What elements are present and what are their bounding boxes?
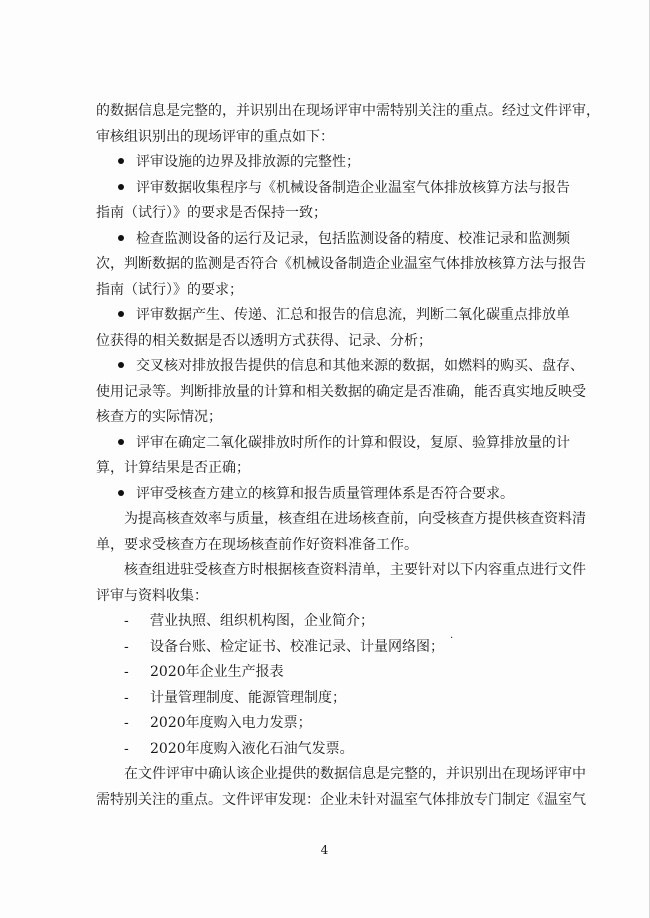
bullet-text: 检查监测设备的运行及记录，包括监测设备的精度、校准记录和监测频 xyxy=(136,230,570,247)
bullet-item xyxy=(96,176,570,202)
paragraph-line: 核查组进驻受核查方时根据核查资料清单，主要针对以下内容重点进行文件 xyxy=(124,562,586,578)
text-line: 审核组识别出的现场评审的重点如下： xyxy=(96,128,334,145)
paragraph-line: 在文件评审中确认该企业提供的数据信息是完整的，并识别出在现场评审中 xyxy=(124,766,586,782)
dash-text: 2020年企业生产报表 xyxy=(150,664,284,680)
dash-item xyxy=(96,635,558,661)
dash-text: 营业执照、组织机构图，企业简介； xyxy=(150,613,374,629)
bullet-item xyxy=(96,303,570,329)
text-line: 需特别关注的重点。文件评审发现：企业未针对温室气体排放专门制定《温室气 xyxy=(96,791,586,808)
bullet-text: 评审设施的边界及排放源的完整性； xyxy=(136,154,360,170)
bullet-item xyxy=(96,227,570,253)
text-line: 评审与资料收集： xyxy=(96,587,208,604)
bullet-item xyxy=(96,431,570,457)
bullet-icon xyxy=(118,311,124,317)
dash-text: 2020年度购入液化石油气发票。 xyxy=(150,740,354,757)
bullet-icon xyxy=(118,362,124,368)
text-line: 使用记录等。判断排放量的计算和相关数据的确定是否准确，能否真实地反映受 xyxy=(96,383,586,400)
bullet-text: 评审在确定二氧化碳排放时所作的计算和假设，复原、验算排放量的计 xyxy=(136,434,570,451)
dash-marker: - xyxy=(124,638,129,655)
bullet-text: 评审受核查方建立的核算和报告质量管理体系是否符合要求。 xyxy=(136,485,514,502)
document-body xyxy=(96,99,600,813)
dash-marker: - xyxy=(124,740,129,757)
dash-marker: - xyxy=(124,689,129,706)
dash-text: 计量管理制度、能源管理制度； xyxy=(150,689,346,706)
bullet-text: 评审数据产生、传递、汇总和报告的信息流，判断二氧化碳重点排放单 xyxy=(136,307,570,323)
dash-item xyxy=(96,660,558,686)
dash-marker: - xyxy=(124,664,129,680)
paragraph-line: 为提高核查效率与质量，核查组在进场核查前，向受核查方提供核查资料清 xyxy=(124,511,586,527)
text-line: 指南（试行）》的要求是否保持一致； xyxy=(96,205,327,221)
text-line: 核查方的实际情况； xyxy=(96,409,222,425)
stray-mark: . xyxy=(450,630,454,641)
bullet-item xyxy=(96,150,558,176)
bullet-icon xyxy=(118,439,124,445)
bullet-text: 评审数据收集程序与《机械设备制造企业温室气体排放核算方法与报告 xyxy=(136,179,570,196)
dash-text: 设备台账、检定证书、校准记录、计量网络图； xyxy=(150,638,444,655)
text-line: 算，计算结果是否正确； xyxy=(96,460,250,476)
bullet-item xyxy=(96,354,584,380)
bullet-icon xyxy=(118,490,124,496)
dash-item xyxy=(96,711,558,737)
dash-item xyxy=(96,609,558,635)
dash-item xyxy=(96,686,558,712)
bullet-item xyxy=(96,482,558,508)
dash-item xyxy=(96,737,558,763)
dash-marker: - xyxy=(124,715,129,731)
page-number: 4 xyxy=(320,843,329,857)
bullet-text: 交叉核对排放报告提供的信息和其他来源的数据，如燃料的购买、盘存、 xyxy=(136,358,584,374)
bullet-icon xyxy=(118,184,124,190)
dash-marker: - xyxy=(124,613,129,629)
bullet-icon xyxy=(118,158,124,164)
text-line: 指南（试行）》的要求； xyxy=(96,281,243,298)
text-line: 的数据信息是完整的，并识别出在现场评审中需特别关注的重点。经过文件评审， xyxy=(96,103,600,119)
text-line: 次，判断数据的监测是否符合《机械设备制造企业温室气体排放核算方法与报告 xyxy=(96,256,586,272)
bullet-icon xyxy=(118,235,124,241)
text-line: 单，要求受核查方在现场核查前作好资料准备工作。 xyxy=(96,536,418,553)
text-line: 位获得的相关数据是否以透明方式获得、记录、分析； xyxy=(96,332,432,349)
dash-text: 2020年度购入电力发票； xyxy=(150,715,312,731)
